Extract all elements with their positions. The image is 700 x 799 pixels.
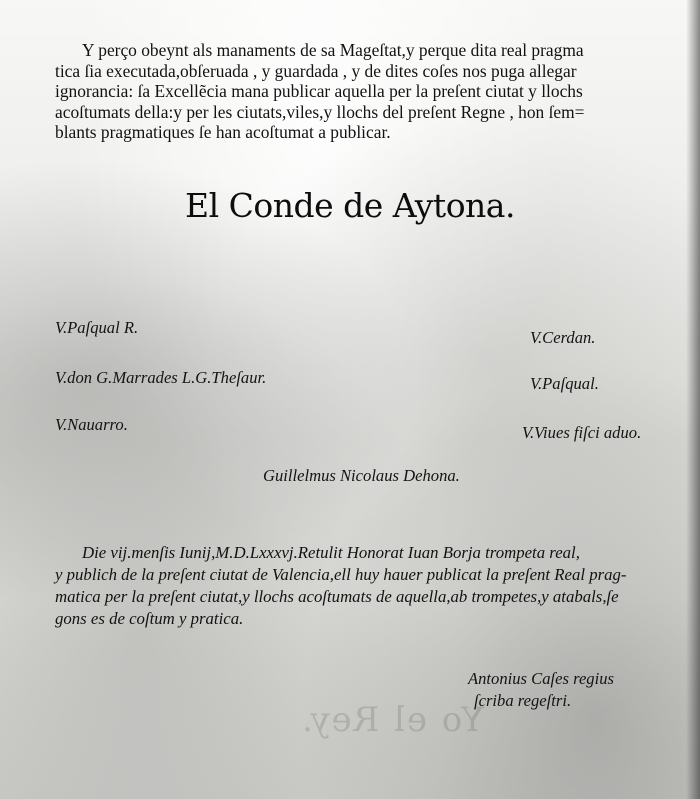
main-paragraph	[55, 40, 661, 143]
paragraph-line: acoſtumats della:y per les ciutats,viles,y llochs del preſent Regne , hon ſem=	[55, 101, 585, 122]
paragraph-line: blants pragmatiques ſe han acoſtumat a publicar.	[55, 122, 391, 143]
note-line: matica per la preſent ciutat,y llochs acoſtumats de aquella,ab trompetes,y atabals,ſe	[55, 587, 619, 606]
paragraph-line: ignorancia: ſa Excellẽcia mana publicar aquella per la preſent ciutat y llochs	[55, 81, 583, 102]
page-edge-shadow	[686, 0, 700, 799]
scribe-line: ſcriba regeſtri.	[474, 691, 572, 710]
signatory-right-1: V.Cerdan.	[530, 328, 596, 347]
document-title: El Conde de Aytona.	[185, 186, 515, 225]
signatory-right-3: V.Viues fiſci aduo.	[522, 423, 642, 442]
publication-note	[55, 542, 665, 630]
scribe-signature	[468, 668, 614, 712]
scribe-line: Antonius Caſes regius	[468, 669, 614, 688]
signatory-left-1: V.Paſqual R.	[55, 318, 139, 337]
note-line: Die vij.menſis Iunij,M.D.Lxxxvj.Retulit Honorat Iuan Borja trompeta real,	[82, 543, 580, 562]
paragraph-line: tica ſia executada,obſeruada , y guardada , y de dites coſes nos puga allegar	[55, 60, 577, 81]
bleed-through-text: Yo el Rey.	[300, 700, 484, 740]
signatory-left-3: V.Nauarro.	[55, 415, 128, 434]
note-line: y publich de la preſent ciutat de Valencia,ell huy hauer publicat la preſent Real prag-	[55, 565, 627, 584]
signatory-center: Guillelmus Nicolaus Dehona.	[263, 466, 460, 485]
paragraph-line: Y perço obeynt als manaments de sa Mageſtat,y perque dita real pragma	[82, 40, 584, 60]
signatory-left-2: V.don G.Marrades L.G.Theſaur.	[55, 368, 267, 387]
note-line: gons es de coſtum y pratica.	[55, 609, 244, 628]
signatory-right-2: V.Paſqual.	[530, 374, 599, 393]
